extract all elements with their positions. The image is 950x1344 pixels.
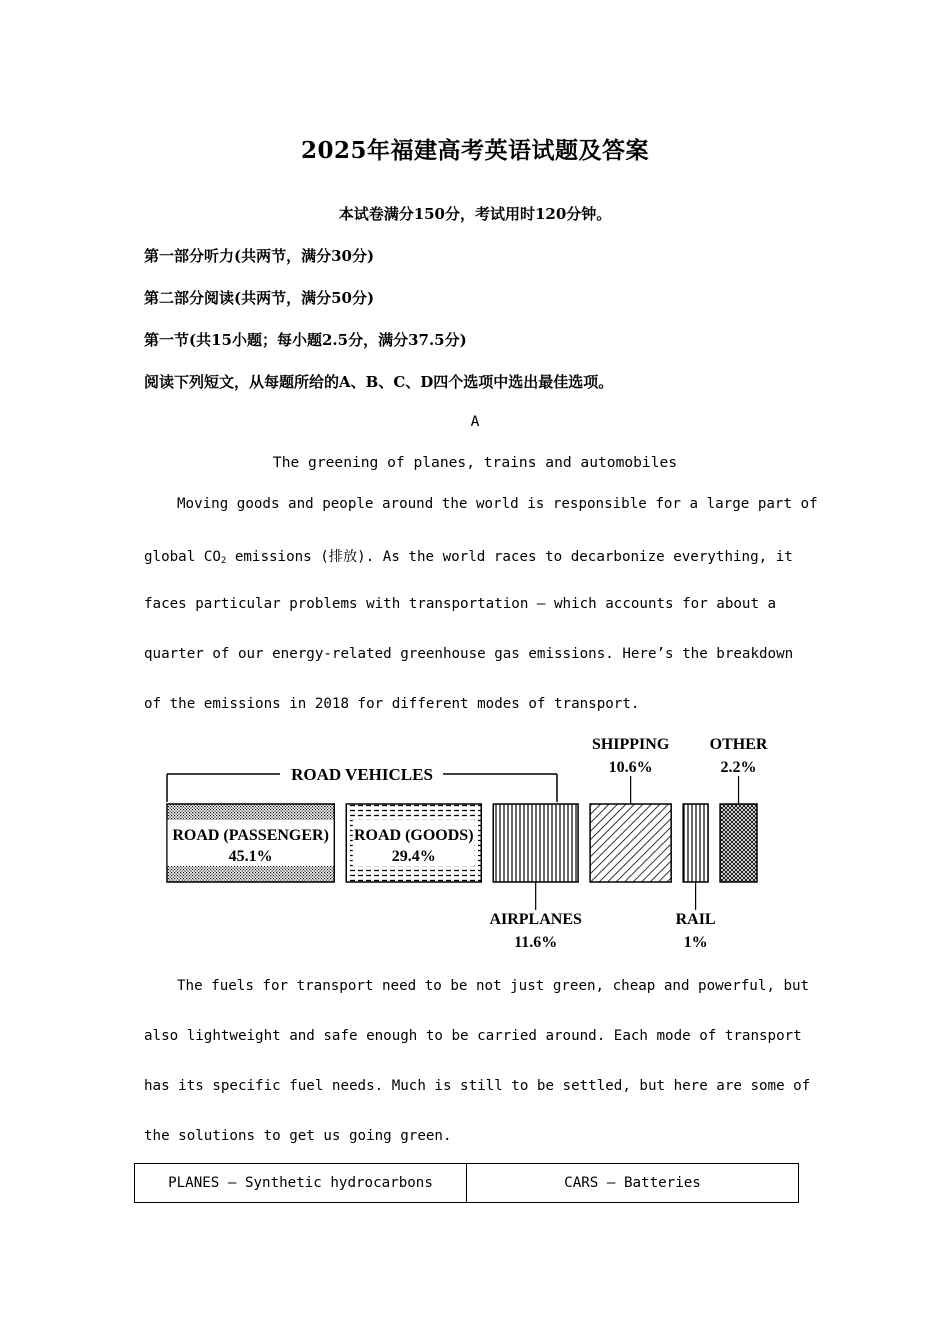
bar-rail [683, 804, 708, 882]
value-label-rail: 1% [683, 934, 708, 951]
category-label-rail: RAIL [675, 911, 716, 928]
paragraph-2-line-1: The fuels for transport need to be not just green, cheap and powerful, but [177, 978, 810, 994]
paragraph-1-line-2: global $CO_2$ emissions (排放). As the world races to decarbonize everything, it [144, 549, 793, 566]
transport-emissions-chart [150, 728, 790, 960]
exam-intro: 本试卷满分150分，考试用时120分钟。 [338, 205, 612, 223]
table-cell-cars: CARS — Batteries [467, 1164, 799, 1203]
paragraph-2-line-3: has its specific fuel needs. Much is still to be settled, but here are some of [144, 1078, 811, 1094]
value-label-shipping: 10.6% [608, 759, 653, 776]
passage-title: The greening of planes, trains and automobiles [272, 454, 678, 471]
section-listening: 第一部分听力(共两节，满分30分) [144, 247, 375, 265]
category-label-shipping: SHIPPING [591, 736, 670, 753]
road-vehicles-label: ROAD VEHICLES [291, 765, 433, 784]
section-part-one: 第一节(共15小题；每小题2.5分，满分37.5分) [144, 331, 467, 349]
value-label-airplanes: 11.6% [514, 934, 558, 951]
section-instructions: 阅读下列短文，从每题所给的A、B、C、D四个选项中选出最佳选项。 [144, 373, 614, 391]
page-title: 2025年福建高考英语试题及答案 [300, 137, 649, 164]
paragraph-1-line-4: quarter of our energy-related greenhouse gas emissions. Here’s the breakdown [144, 646, 794, 662]
chart-marks [167, 736, 768, 951]
paragraph-1-line-1: Moving goods and people around the world is responsible for a large part of [177, 496, 818, 512]
paragraph-1-line-5: of the emissions in 2018 for different modes of transport. [144, 696, 640, 712]
section-reading: 第二部分阅读(共两节，满分50分) [144, 289, 375, 307]
bar-airplanes [493, 804, 578, 882]
bar-shipping [590, 804, 671, 882]
category-label-airplanes: AIRPLANES [489, 911, 582, 928]
table-row [135, 1164, 799, 1203]
category-label-other: OTHER [709, 736, 768, 753]
paragraph-2-line-2: also lightweight and safe enough to be carried around. Each mode of transport [144, 1028, 802, 1044]
solutions-table [134, 1163, 799, 1203]
value-label-other: 2.2% [720, 759, 757, 776]
passage-label: A [470, 413, 480, 430]
table-cell-planes: PLANES — Synthetic hydrocarbons [135, 1164, 467, 1203]
paragraph-2-line-4: the solutions to get us going green. [144, 1128, 452, 1144]
paragraph-1-line-3: faces particular problems with transportation — which accounts for about a [144, 596, 777, 612]
value-label-road-passenger: 45.1% [228, 848, 273, 865]
category-label-road-goods: ROAD (GOODS) [353, 827, 474, 844]
category-label-road-passenger: ROAD (PASSENGER) [172, 827, 329, 844]
bar-other [720, 804, 757, 882]
value-label-road-goods: 29.4% [391, 848, 436, 865]
